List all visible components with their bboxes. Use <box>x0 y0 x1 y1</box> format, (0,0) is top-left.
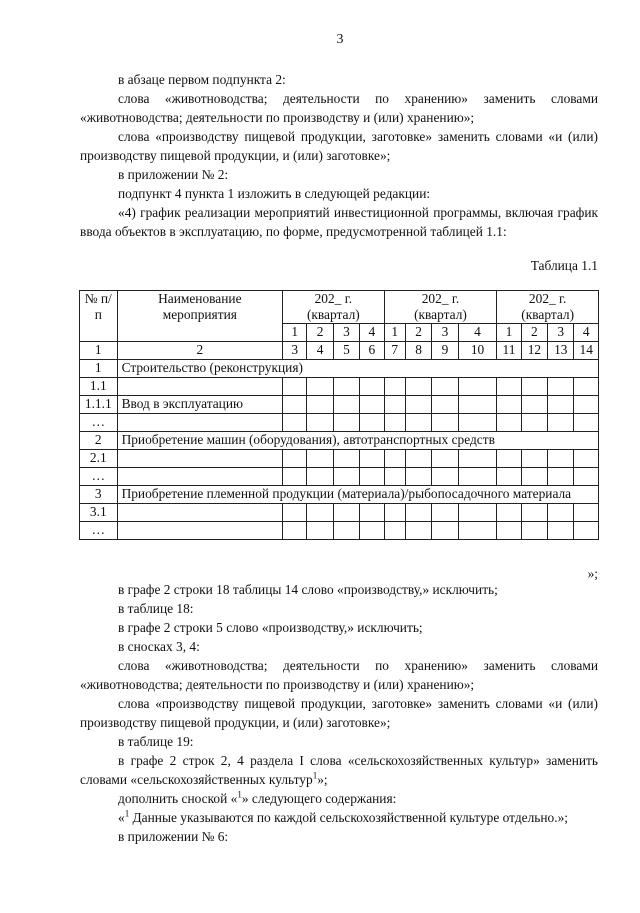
paragraph: слова «производству пищевой продукции, заготовке» заменить словами «и (или) производству пищевой продукции, и (или) заготовке»; <box>80 696 598 730</box>
empty-cell <box>360 504 384 522</box>
empty-cell <box>333 414 359 432</box>
empty-cell <box>384 396 405 414</box>
row-name <box>117 522 283 540</box>
empty-cell <box>384 522 405 540</box>
empty-cell <box>521 450 547 468</box>
empty-cell <box>574 504 599 522</box>
column-number: 10 <box>458 342 497 360</box>
empty-cell <box>458 378 497 396</box>
empty-cell <box>384 450 405 468</box>
paragraph-with-footnote: в графе 2 строк 2, 4 раздела I слова «сельскохозяйственных культур» заменить словами «сельскохозяйственных культур$^1$»; <box>80 753 598 787</box>
table-body <box>80 360 599 540</box>
empty-cell <box>307 522 333 540</box>
empty-cell <box>574 396 599 414</box>
empty-cell <box>497 396 521 414</box>
empty-cell <box>333 450 359 468</box>
header-name: Наименование мероприятия <box>117 291 283 342</box>
row-name: Приобретение племенной продукции (материала)/рыбопосадочного материала <box>117 486 598 504</box>
row-number: … <box>80 468 118 486</box>
empty-cell <box>432 522 458 540</box>
empty-cell <box>360 522 384 540</box>
empty-cell <box>307 378 333 396</box>
empty-cell <box>497 522 521 540</box>
empty-cell <box>432 396 458 414</box>
table-row <box>80 360 599 378</box>
empty-cell <box>521 468 547 486</box>
empty-cell <box>521 396 547 414</box>
empty-cell <box>521 504 547 522</box>
row-number: 2 <box>80 432 118 450</box>
row-name: Приобретение машин (оборудования), автотранспортных средств <box>117 432 598 450</box>
empty-cell <box>432 450 458 468</box>
empty-cell <box>333 522 359 540</box>
empty-cell <box>497 414 521 432</box>
column-number: 2 <box>117 342 283 360</box>
empty-cell <box>432 378 458 396</box>
empty-cell <box>548 414 574 432</box>
empty-cell <box>405 414 431 432</box>
paragraph: слова «производству пищевой продукции, заготовке» заменить словами «и (или) производству пищевой продукции, и (или) заготовке»; <box>80 129 598 163</box>
empty-cell <box>307 504 333 522</box>
empty-cell <box>283 504 307 522</box>
quarter-cell: 2 <box>307 324 333 342</box>
column-number: 6 <box>360 342 384 360</box>
paragraph: в таблице 19: <box>118 734 194 749</box>
paragraph: в сносках 3, 4: <box>118 639 200 654</box>
quarter-cell: 4 <box>458 324 497 342</box>
empty-cell <box>432 414 458 432</box>
empty-cell <box>333 378 359 396</box>
quarter-cell: 3 <box>548 324 574 342</box>
empty-cell <box>307 396 333 414</box>
empty-cell <box>384 378 405 396</box>
row-number: 3 <box>80 486 118 504</box>
column-number: 3 <box>283 342 307 360</box>
row-number: … <box>80 522 118 540</box>
paragraph: подпункт 4 пункта 1 изложить в следующей редакции: <box>118 186 431 201</box>
empty-cell <box>574 522 599 540</box>
quarter-cell: 1 <box>283 324 307 342</box>
table-row <box>80 378 599 396</box>
column-number: 11 <box>497 342 521 360</box>
header-year: 202_ г. (квартал) <box>384 291 497 324</box>
empty-cell <box>497 378 521 396</box>
quarter-cell: 3 <box>432 324 458 342</box>
empty-cell <box>521 414 547 432</box>
footnote-text: «$^1$ Данные указываются по каждой сельскохозяйственной культуре отдельно.»; <box>118 808 568 825</box>
quarter-cell: 3 <box>333 324 359 342</box>
empty-cell <box>497 504 521 522</box>
header-num: № п/п <box>80 291 118 342</box>
empty-cell <box>458 396 497 414</box>
row-number: 2.1 <box>80 450 118 468</box>
table-row <box>80 414 599 432</box>
empty-cell <box>574 468 599 486</box>
paragraph: в приложении № 6: <box>118 829 229 844</box>
empty-cell <box>548 450 574 468</box>
column-number: 12 <box>521 342 547 360</box>
paragraph-with-footnote: дополнить сноской «$^1$» следующего содержания: <box>118 789 397 806</box>
quarter-cell: 2 <box>521 324 547 342</box>
quarter-cell: 2 <box>405 324 431 342</box>
after-text <box>80 580 598 846</box>
empty-cell <box>384 414 405 432</box>
empty-cell <box>548 468 574 486</box>
table-row <box>80 504 599 522</box>
empty-cell <box>283 378 307 396</box>
row-name <box>117 468 283 486</box>
empty-cell <box>405 396 431 414</box>
schedule-table <box>79 290 599 540</box>
column-number: 7 <box>384 342 405 360</box>
empty-cell <box>548 504 574 522</box>
empty-cell <box>521 378 547 396</box>
row-name <box>117 450 283 468</box>
quarter-cell: 4 <box>360 324 384 342</box>
empty-cell <box>333 468 359 486</box>
empty-cell <box>405 378 431 396</box>
empty-cell <box>384 504 405 522</box>
empty-cell <box>333 396 359 414</box>
empty-cell <box>283 414 307 432</box>
column-number: 13 <box>548 342 574 360</box>
empty-cell <box>283 396 307 414</box>
paragraph: в приложении № 2: <box>118 167 229 182</box>
paragraph: слова «животноводства; деятельности по хранению» заменить словами «животноводства; деятельности по производству и (или) хранению»; <box>80 658 598 692</box>
empty-cell <box>497 450 521 468</box>
empty-cell <box>432 468 458 486</box>
empty-cell <box>458 504 497 522</box>
empty-cell <box>548 378 574 396</box>
empty-cell <box>307 414 333 432</box>
header-year: 202_ г. (квартал) <box>283 291 385 324</box>
table-row <box>80 432 599 450</box>
empty-cell <box>283 450 307 468</box>
empty-cell <box>405 522 431 540</box>
column-number: 5 <box>333 342 359 360</box>
row-number: 1.1.1 <box>80 396 118 414</box>
row-number: 3.1 <box>80 504 118 522</box>
quarter-cell: 4 <box>574 324 599 342</box>
empty-cell <box>360 378 384 396</box>
row-number: … <box>80 414 118 432</box>
empty-cell <box>405 450 431 468</box>
column-number-row <box>80 342 599 360</box>
empty-cell <box>458 522 497 540</box>
empty-cell <box>405 504 431 522</box>
column-number: 1 <box>80 342 118 360</box>
quarter-cell: 1 <box>384 324 405 342</box>
empty-cell <box>548 396 574 414</box>
paragraph: в графе 2 строки 5 слово «производству,» исключить; <box>118 620 423 635</box>
empty-cell <box>360 450 384 468</box>
empty-cell <box>574 378 599 396</box>
empty-cell <box>458 450 497 468</box>
paragraph: в графе 2 строки 18 таблицы 14 слово «производству,» исключить; <box>118 582 498 597</box>
empty-cell <box>405 468 431 486</box>
paragraph: в таблице 18: <box>118 601 194 616</box>
empty-cell <box>458 468 497 486</box>
table-close-quote: »; <box>587 566 598 581</box>
paragraph: слова «животноводства; деятельности по хранению» заменить словами «животноводства; деятельности по производству и (или) хранению»; <box>80 91 598 125</box>
empty-cell <box>458 414 497 432</box>
table-row <box>80 450 599 468</box>
table-row <box>80 522 599 540</box>
table-row <box>80 486 599 504</box>
quarter-cell: 1 <box>497 324 521 342</box>
header-year: 202_ г. (квартал) <box>497 291 599 324</box>
empty-cell <box>283 468 307 486</box>
column-number: 4 <box>307 342 333 360</box>
table-header-row <box>80 291 599 324</box>
row-number: 1 <box>80 360 118 378</box>
empty-cell <box>307 450 333 468</box>
table-row <box>80 468 599 486</box>
empty-cell <box>574 450 599 468</box>
intro-text <box>80 70 598 241</box>
row-number: 1.1 <box>80 378 118 396</box>
empty-cell <box>548 522 574 540</box>
empty-cell <box>497 468 521 486</box>
empty-cell <box>384 468 405 486</box>
empty-cell <box>574 414 599 432</box>
column-number: 14 <box>574 342 599 360</box>
empty-cell <box>360 396 384 414</box>
empty-cell <box>333 504 359 522</box>
table-caption: Таблица 1.1 <box>530 258 598 273</box>
row-name: Строительство (реконструкция) <box>117 360 598 378</box>
empty-cell <box>360 468 384 486</box>
row-name: Ввод в эксплуатацию <box>117 396 283 414</box>
empty-cell <box>521 522 547 540</box>
column-number: 9 <box>432 342 458 360</box>
empty-cell <box>360 414 384 432</box>
page-number: 3 <box>336 32 344 47</box>
row-name <box>117 504 283 522</box>
column-number: 8 <box>405 342 431 360</box>
row-name <box>117 378 283 396</box>
table-row <box>80 396 599 414</box>
row-name <box>117 414 283 432</box>
empty-cell <box>432 504 458 522</box>
paragraph: в абзаце первом подпункта 2: <box>118 72 286 87</box>
empty-cell <box>307 468 333 486</box>
paragraph: «4) график реализации мероприятий инвестиционной программы, включая график ввода объектов в эксплуатацию, по форме, предусмотренной таблицей 1.1: <box>80 205 598 239</box>
empty-cell <box>283 522 307 540</box>
